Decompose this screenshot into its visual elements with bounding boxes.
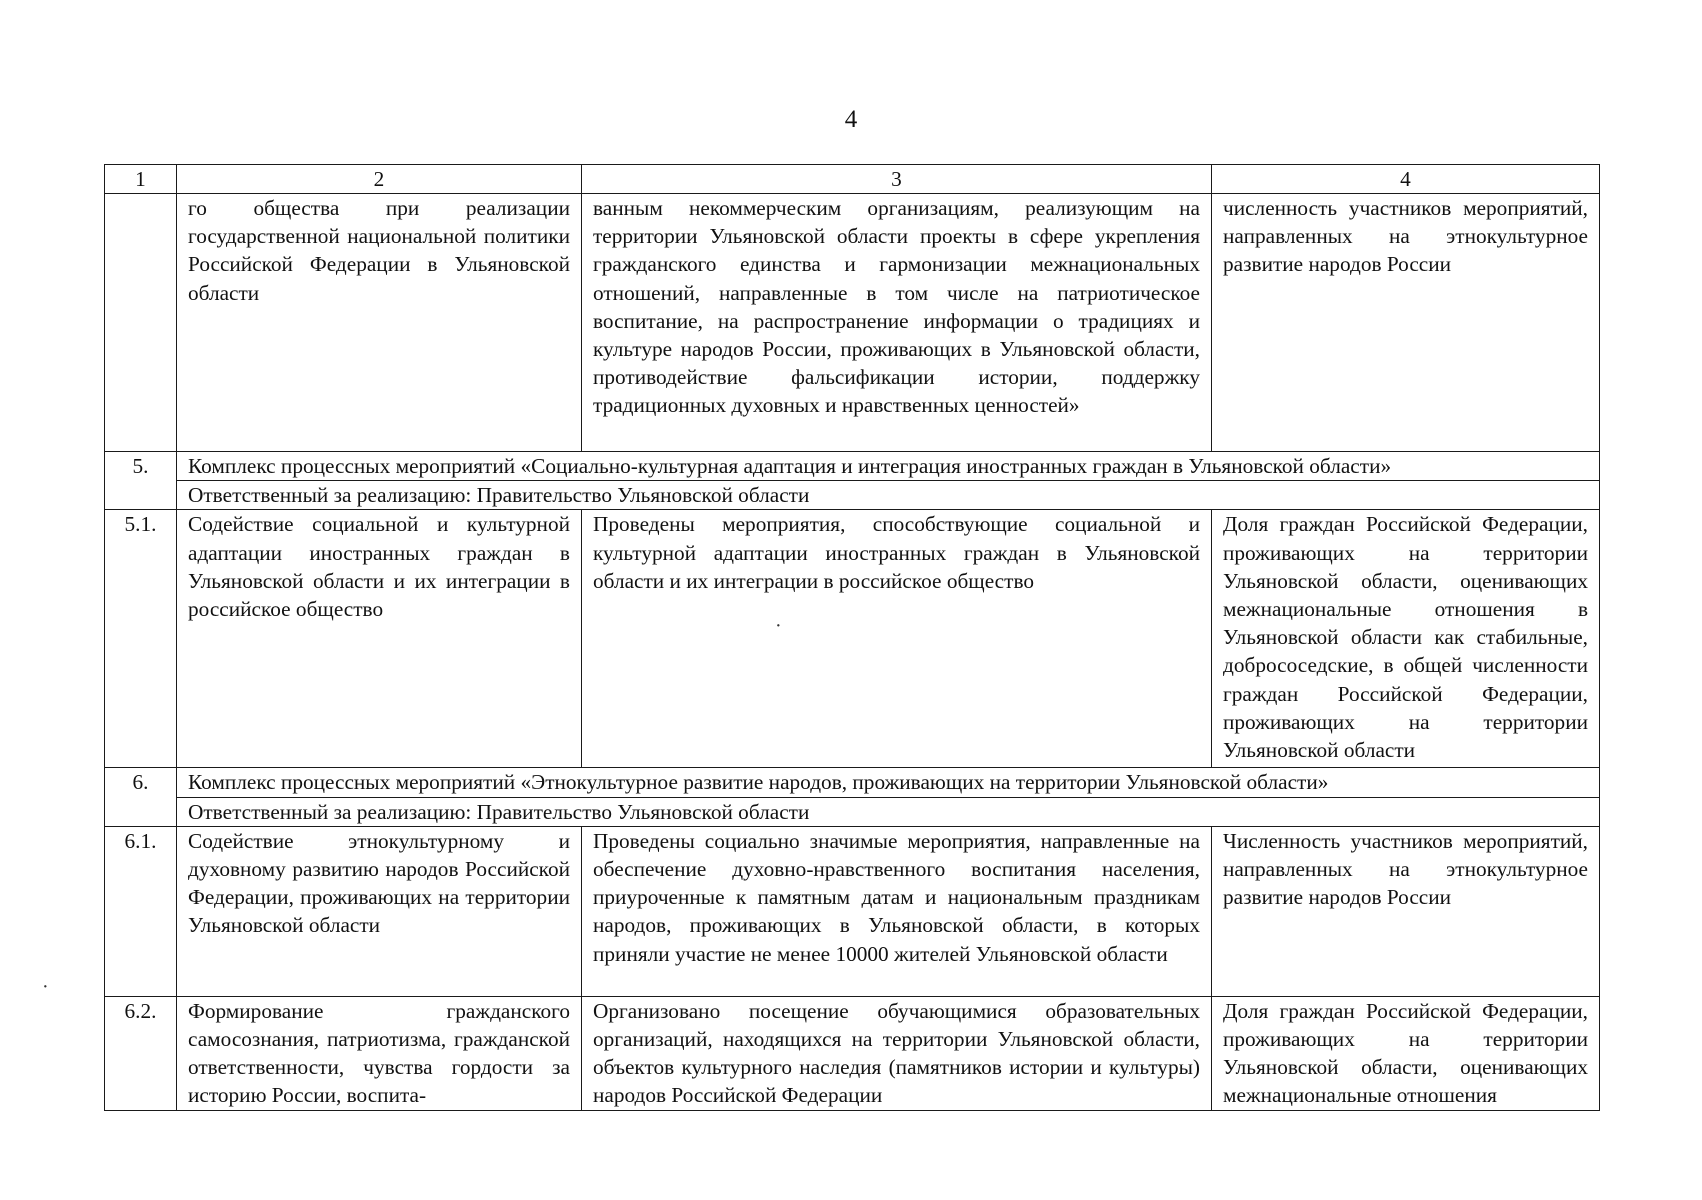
section-6-responsible: Ответственный за реализацию: Правительство Ульяновской области bbox=[177, 797, 1600, 826]
scan-speck: · bbox=[42, 976, 49, 998]
result-cell-5-1: Проведены мероприятия, способствующие социальной и культурной адаптации иностранных граждан в Ульяновской области и их интеграции в российское общество bbox=[582, 510, 1212, 768]
task-cell: го общества при реализации государственной национальной политики Российской Федерации в Ульяновской области bbox=[177, 194, 582, 452]
program-table bbox=[104, 164, 1600, 1111]
row-number-5-1: 5.1. bbox=[105, 510, 177, 768]
header-col-4: 4 bbox=[1212, 165, 1600, 194]
section-6-responsible-row bbox=[105, 797, 1600, 826]
scan-speck: · bbox=[775, 615, 782, 637]
section-6-number: 6. bbox=[105, 768, 177, 826]
row-number-6-1: 6.1. bbox=[105, 826, 177, 996]
table-row-5-1 bbox=[105, 510, 1600, 768]
section-5-number: 5. bbox=[105, 452, 177, 510]
section-5-responsible: Ответственный за реализацию: Правительство Ульяновской области bbox=[177, 481, 1600, 510]
row-number bbox=[105, 194, 177, 452]
result-cell-6-2: Организовано посещение обучающимися образовательных организаций, находящихся на территории Ульяновской области, объектов культурного наследия (памятников истории и культуры) народов Российской Федерации bbox=[582, 996, 1212, 1110]
task-cell-5-1: Содействие социальной и культурной адаптации иностранных граждан в Ульяновской области и их интеграции в российское общество bbox=[177, 510, 582, 768]
result-cell: ванным некоммерческим организациям, реализующим на территории Ульяновской области проекты в сфере укрепления гражданского единства и гармонизации межнациональных отношений, направленные в том числе на патриотическое воспитание, на распространение информации о традициях и культуре народов России, проживающих в Ульяновской области, противодействие фальсификации истории, поддержку традиционных духовных и нравственных ценностей» bbox=[582, 194, 1212, 452]
section-6-title-row bbox=[105, 768, 1600, 797]
section-5-responsible-row bbox=[105, 481, 1600, 510]
indicator-cell-5-1: Доля граждан Российской Федерации, проживающих на территории Ульяновской области, оценивающих межнациональные отношения в Ульяновской области как стабильные, добрососедские, в общей численности граждан Российской Федерации, проживающих на территории Ульяновской области bbox=[1212, 510, 1600, 768]
header-col-2: 2 bbox=[177, 165, 582, 194]
section-5-title: Комплекс процессных мероприятий «Социально-культурная адаптация и интеграция иностранных граждан в Ульяновской области» bbox=[177, 452, 1600, 481]
table-header-row bbox=[105, 165, 1600, 194]
indicator-cell: численность участников мероприятий, направленных на этнокультурное развитие народов России bbox=[1212, 194, 1600, 452]
task-cell-6-1: Содействие этнокультурному и духовному развитию народов Российской Федерации, проживающих на территории Ульяновской области bbox=[177, 826, 582, 996]
result-cell-6-1: Проведены социально значимые мероприятия, направленные на обеспечение духовно-нравственного воспитания населения, приуроченные к памятным датам и национальным праздникам народов, проживающих в Ульяновской области, в которых приняли участие не менее 10000 жителей Ульяновской области bbox=[582, 826, 1212, 996]
header-col-3: 3 bbox=[582, 165, 1212, 194]
row-number-6-2: 6.2. bbox=[105, 996, 177, 1110]
indicator-cell-6-1: Численность участников мероприятий, направленных на этнокультурное развитие народов России bbox=[1212, 826, 1600, 996]
table-row-continuation bbox=[105, 194, 1600, 452]
indicator-cell-6-2: Доля граждан Российской Федерации, проживающих на территории Ульяновской области, оценивающих межнациональные отношения bbox=[1212, 996, 1600, 1110]
section-5-title-row bbox=[105, 452, 1600, 481]
table-row-6-1 bbox=[105, 826, 1600, 996]
table-row-6-2 bbox=[105, 996, 1600, 1110]
header-col-1: 1 bbox=[105, 165, 177, 194]
section-6-title: Комплекс процессных мероприятий «Этнокультурное развитие народов, проживающих на территории Ульяновской области» bbox=[177, 768, 1600, 797]
page-number: 4 bbox=[844, 106, 858, 133]
task-cell-6-2: Формирование гражданского самосознания, патриотизма, гражданской ответственности, чувства гордости за историю России, воспита- bbox=[177, 996, 582, 1110]
